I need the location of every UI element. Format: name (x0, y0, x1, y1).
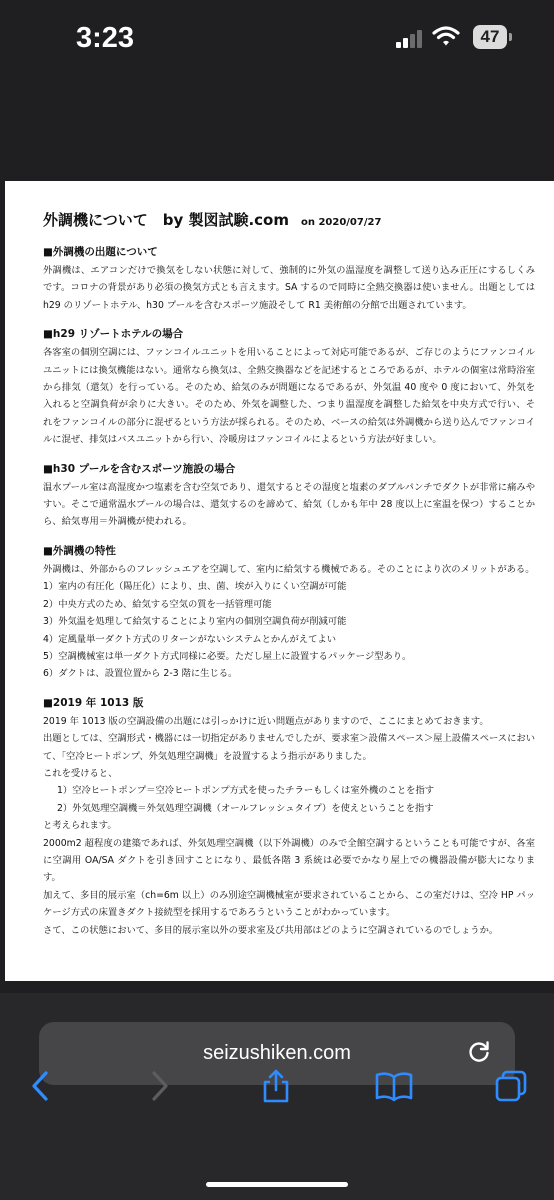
list-item: 6）ダクトは、設置位置から 2-3 階に生じる。 (43, 668, 238, 680)
section-paragraph: 各客室の個別空調には、ファンコイルユニットを用いることによって対応可能であるが、ご存じのようにファンコイルユニットには換気機能はない。通常なら換気は、全熱交換器などを記述するところであるが、ホテルの個室は常時浴室から排気（還気）を行っている。そのため、給気のみが問題になるであるが、外気温 40 度や 0 度において、外気を入れると空調負荷が余りに大きい。そのため、外気を調整した、つまり温湿度を調整した給気を中央方式で行い、それをファンコイルの部分に混ぜるという方法が採られる。そのため、ベースの給気は外調機から送り込んでファンコイルに混ぜ、排気はバスユニットから行い、冷暖房はファンコイルによるという方法が好ましい。 (43, 347, 535, 446)
list-item: 4）定風量単一ダクト方式のリターンがないシステムとかんがえてよい (43, 633, 337, 645)
section-paragraph: 出題としては、空調形式・機器には一切指定がありませんでしたが、要求室＞設備スペース＞屋上設備スペースにおいて、「空冷ヒートポンプ、外気処理空調機」を設置するよう指示がありました。 (43, 733, 535, 762)
status-time: 3:23 (76, 22, 135, 54)
tabs-icon[interactable] (493, 1068, 529, 1104)
section-h29-hotel (43, 326, 535, 448)
home-indicator[interactable] (206, 1182, 348, 1187)
section-heading: ■外調機の出題について (43, 246, 158, 258)
section-heading: ■2019 年 1013 版 (43, 696, 144, 709)
section-intro: 外調機は、外部からのフレッシュエアを空調して、室内に給気する機械である。そのことにより次のメリットがある。 (43, 563, 535, 575)
list-item: 1）室内の有圧化（陽圧化）により、虫、菌、埃が入りにくい空調が可能 (43, 581, 347, 593)
section-heading: ■外調機の特性 (43, 544, 116, 557)
section-paragraph: 外調機は、エアコンだけで換気をしない状態に対して、強制的に外気の温湿度を調整して送り込み正圧にするしくみです。コロナの背景があり必須の換気方式とも言えます。SA するので同時に全熱交換器は使いません。出題としては h29 のリゾートホテル、h30 プールを含むスポーツ施設そして R1 美術館の分館で出題されています。 (43, 265, 535, 311)
wifi-icon (432, 25, 460, 47)
doc-title: 外調機について by 製図試験.com (43, 211, 289, 229)
doc-date: on 2020/07/27 (300, 217, 382, 228)
section-paragraph: 2000m2 超程度の建築であれば、外気処理空調機（以下外調機）のみで全館空調するということも可能ですが、各室に空調用 OA/SA ダクトを引き回すことになり、最低各階 3 系統は必要でかなり屋上での機器設備が膨大になります。 (43, 837, 535, 884)
reload-icon[interactable] (466, 1039, 492, 1065)
back-icon[interactable] (28, 1068, 52, 1104)
battery-level: 47 (480, 27, 500, 46)
status-bar (0, 0, 554, 80)
list-item: 2）外気処理空調機＝外気処理空調機（オールフレッシュタイプ）を使えということを指す (57, 802, 434, 814)
forward-icon[interactable] (148, 1068, 172, 1104)
section-h30-pool (43, 461, 535, 531)
pdf-page[interactable] (5, 181, 554, 981)
url-text: seizushiken.com (203, 1042, 351, 1064)
section-paragraph: これを受けると、 (43, 767, 118, 779)
bookmarks-icon[interactable] (374, 1068, 414, 1104)
share-icon[interactable] (259, 1068, 293, 1104)
list-item: 2）中央方式のため、給気する空気の質を一括管理可能 (43, 598, 272, 610)
section-paragraph: 2019 年 1013 版の空調設備の出題には引っかけに近い問題点がありますので、ここにまとめておきます。 (43, 715, 489, 727)
cellular-signal-icon (396, 28, 424, 48)
section-2019-1013 (43, 695, 535, 939)
section-paragraph: 加えて、多目的展示室（ch=6m 以上）のみ別途空調機械室が要求されていることから、この室だけは、空冷 HP パッケージ方式の床置きダクト接続型を採用するであろうということがわかっています。 (43, 889, 535, 919)
section-paragraph: 温水プール室は高湿度かつ塩素を含む空気であり、還気するとその湿度と塩素のダブルパンチでダクトが非常に痛みやすい。そこで通常温水プールの場合は、還気するのを諦めて、給気（しかも年中 28 度以上に室温を保つ）することから、給気専用＝外調機が使われる。 (43, 481, 535, 528)
doc-header (43, 209, 535, 230)
battery-indicator (473, 25, 513, 49)
section-overview (43, 244, 535, 314)
list-item: 1）空冷ヒートポンプ＝空冷ヒートポンプ方式を使ったチラーもしくは室外機のことを指す (57, 785, 435, 797)
list-item: 5）空調機械室は単一ダクト方式同様に必要。ただし屋上に設置するパッケージ型あり。 (43, 650, 412, 662)
section-paragraph: さて、この状態において、多目的展示室以外の要求室及び共用部はどのように空調されているのでしょうか。 (43, 924, 499, 936)
section-heading: ■h29 リゾートホテルの場合 (43, 328, 184, 341)
section-characteristics (43, 543, 535, 683)
section-heading: ■h30 プールを含むスポーツ施設の場合 (43, 462, 236, 475)
section-paragraph: と考えられます。 (43, 820, 117, 832)
list-item: 3）外気温を処理して給気することにより室内の個別空調負荷が削減可能 (43, 616, 347, 628)
